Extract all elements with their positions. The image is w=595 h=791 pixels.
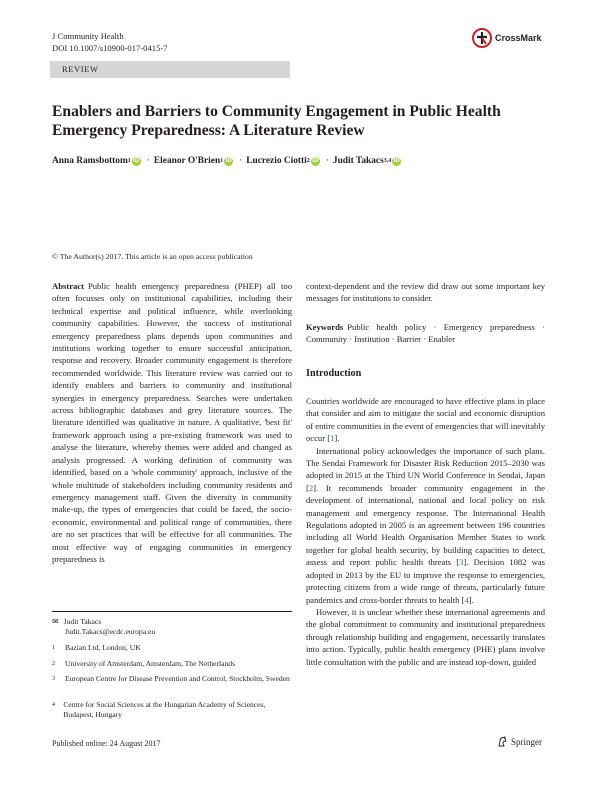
footnote-divider [52,611,292,612]
open-access-notice: © The Author(s) 2017. This article is an open access publication [52,252,253,261]
introduction-body [306,395,545,668]
article-title: Enablers and Barriers to Community Engagement in Public Health Emergency Preparedness: A Literature Review [52,103,501,139]
author-name[interactable]: Eleanor O'Brien [153,156,221,166]
author-separator: · [325,156,329,166]
author-affil-sup: 2 [306,158,310,164]
crossmark-label: CrossMark [495,33,542,43]
orcid-icon[interactable]: iD [393,157,400,164]
citation-link[interactable]: 4 [464,594,469,605]
affiliation [52,659,292,669]
author-affil-sup: 1 [220,158,224,164]
author-list [52,156,403,166]
affiliation-number: 4 [52,702,55,708]
author-name[interactable]: Anna Ramsbottom [52,156,128,166]
springer-logo[interactable] [497,736,542,747]
published-date: Published online: 24 August 2017 [52,739,161,748]
affiliation-number: 3 [52,676,55,682]
affiliation [52,643,292,653]
affiliation-number: 1 [52,645,55,651]
affiliation-text: University of Amsterdam, Amsterdam, The Netherlands [65,659,236,668]
journal-name: J Community Health [52,31,124,41]
citation-link[interactable]: 3 [459,557,464,568]
affiliation-text: Centre for Social Sciences at the Hungarian Academy of Sciences, Budapest, Hungary [63,700,266,719]
corresponding-name: Judit Takacs [63,617,102,626]
crossmark-icon [472,28,492,48]
orcid-icon[interactable]: iD [133,157,140,164]
abstract-label: Abstract [52,281,84,291]
keywords-text: Public health policy · Emergency preparedness · Community · Institution · Barrier · Enabler [306,322,545,345]
corresponding-email[interactable]: Judit.Takacs@ecdc.europa.eu [65,627,156,636]
section-label: REVIEW [62,64,99,74]
abstract-text: Public health emergency preparedness (PHEP) all too often focusses only on institutional capabilities, including their technical expertise and political influence, while overlooking community capabilities. However, the success of institutional emergency preparedness plans depends upon communities and institutions working together to ensure successful anticipation, response and recovery. Broader community engagement is therefore recommended worldwide. This literature review was carried out to identify enablers and barriers to community and institutional synergies in emergency preparedness. Searches were undertaken across bibliographic databases and grey literature sources. The literature identified was qualitative in nature. A qualitative, 'best fit' framework approach using a pre-existing framework was used to analyse the literature, whereby themes were added and changed as analysis progressed. A working definition of community was identified, based on a 'whole community' approach, inclusive of the whole multitude of stakeholders including community residents and emergency management staff. Given the diversity in community make-up, the types of emergencies that could be faced, the socio-economic, environmental and political range of communities, there are no set practices that will be effective for all communities. The most effective way of engaging communities in emergency preparedness is [52,281,292,564]
affiliation-number: 2 [52,661,55,667]
abstract [52,280,292,565]
abstract-continuation: context-dependent and the review did draw out some important key messages for institutions to consider. [306,281,545,304]
citation-link[interactable]: 2 [308,482,314,493]
envelope-icon: ✉ [52,617,59,626]
author-name[interactable]: Lucrezio Ciotti [246,156,307,166]
author-separator: · [239,156,243,166]
crossmark-badge[interactable] [472,26,547,50]
affiliation [52,700,292,720]
author-name[interactable]: Judit Takacs [332,156,384,166]
orcid-icon[interactable]: iD [225,157,232,164]
paragraph: Countries worldwide are encouraged to have effective plans in place that consider and aim to mitigate the social and economic disruption of entire communities in the event of emergencies that will inevitably occur [1]. [306,396,545,444]
doi[interactable]: DOI 10.1007/s10900-017-0415-7 [52,43,168,53]
publisher-name: Springer [511,736,542,747]
author-affil-sup: 3,4 [383,158,392,164]
keywords [306,321,545,346]
author-affil-sup: 1 [127,158,131,164]
affiliation-text: European Centre for Disease Prevention and Control, Stockholm, Sweden [65,674,290,683]
affiliation-text: Bazian Ltd, London, UK [65,643,141,652]
citation-link[interactable]: 1 [330,433,335,444]
affiliation [52,674,292,684]
section-heading-introduction: Introduction [306,368,362,379]
springer-horse-icon [497,736,508,747]
paragraph: International policy acknowledges the importance of such plans. The Sendai Framework for Disaster Risk Reduction 2015–2030 was adopted in 2015 at the Third UN World Conference in Sendai, Japan [2]. It recommends broader community engagement in the development of international, national and local policy on risk management and emergency response. The International Health Regulations adopted in 2005 is an agreement between 196 countries including all World Health Organisation Member States to work together for global health security, by building capacities to detect, assess and report public health threats [3]. Decision 1082 was adopted in 2013 by the EU to improve the response to emergencies, protecting citizens from a wide range of threats, particularly future pandemics and cross-border threats to health [4]. [306,445,545,605]
author-separator: · [146,156,150,166]
orcid-icon[interactable]: iD [312,157,319,164]
paragraph: However, it is unclear whether these international agreements and the global commitment to community and institutional preparedness through relationship building and engagement, necessarily translates into action. Typically, public health emergency (PHE) plans involve little consultation with the public and are instead top-down, guided [306,606,545,667]
corresponding-author [52,617,155,637]
keywords-label: Keywords [306,322,344,332]
